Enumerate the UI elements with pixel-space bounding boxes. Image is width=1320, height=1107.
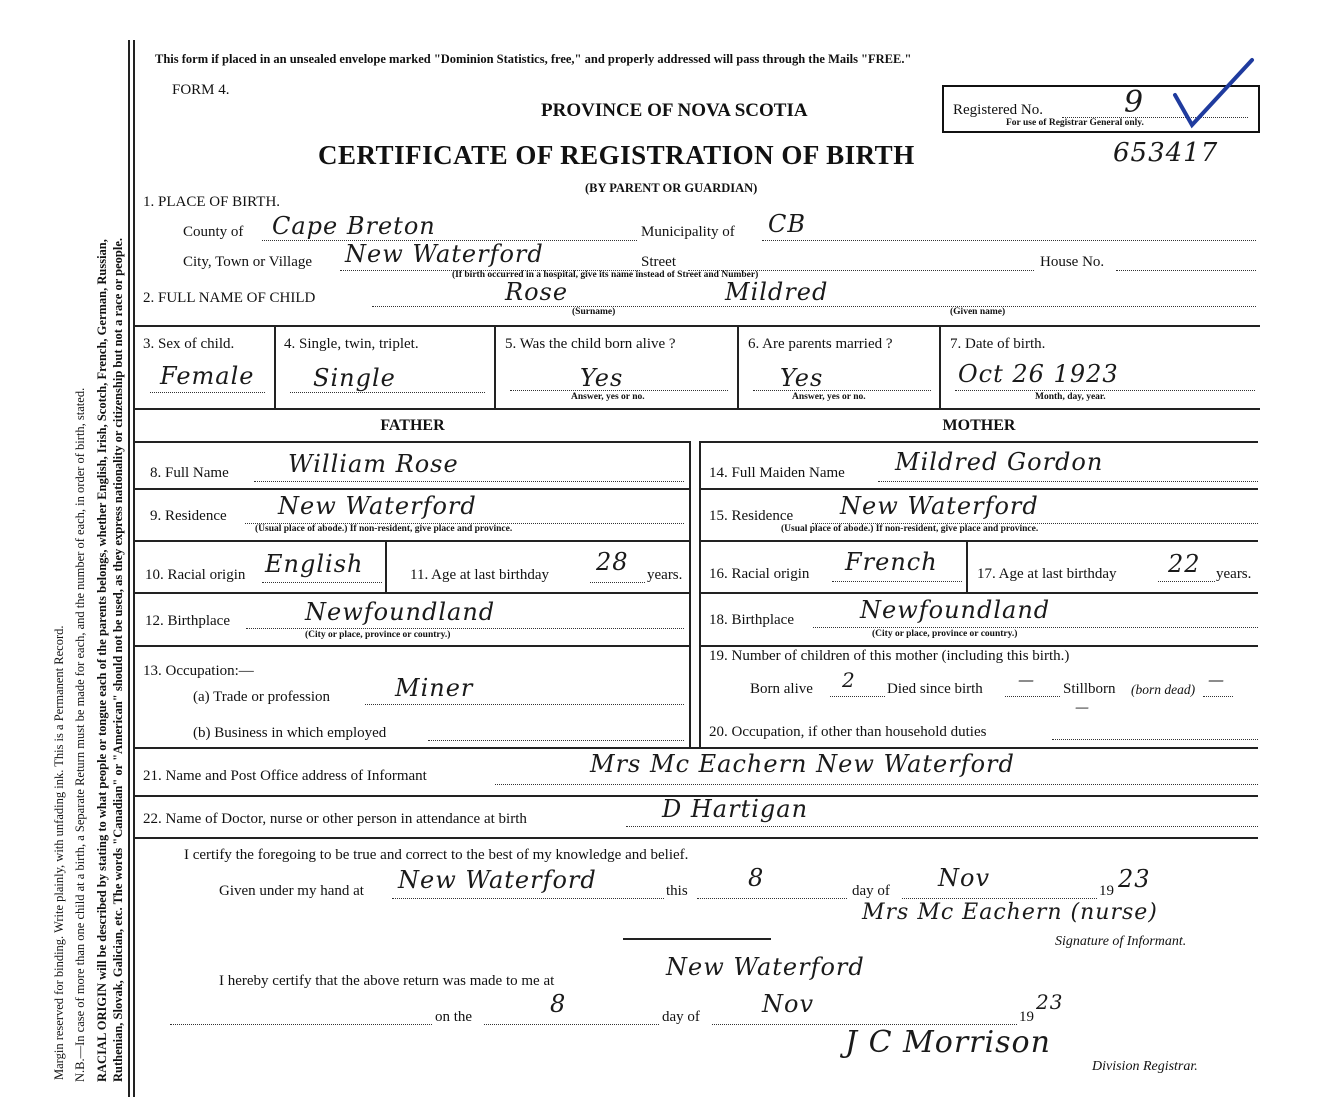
doctor-value: D Hartigan — [662, 795, 809, 823]
mother-residence-value: New Waterford — [840, 492, 1039, 520]
child-surname-value: Rose — [505, 278, 569, 306]
mother-racial-line — [832, 581, 962, 582]
father-trade-line — [365, 704, 684, 705]
reg-year-value: 23 — [1036, 990, 1064, 1014]
mother-left-border — [699, 441, 701, 747]
dob-line — [955, 390, 1255, 391]
col-divider-2 — [494, 325, 496, 408]
sex-line — [150, 392, 265, 393]
sex-label: 3. Sex of child. — [143, 336, 235, 352]
certificate-title: CERTIFICATE OF REGISTRATION OF BIRTH — [318, 140, 915, 170]
child-name-label: 2. FULL NAME OF CHILD — [143, 290, 316, 306]
municipality-line — [762, 240, 1256, 241]
house-line — [1116, 270, 1256, 271]
father-name-label: 8. Full Name — [150, 465, 229, 481]
certificate-number: 653417 — [1113, 138, 1219, 168]
father-name-line — [254, 481, 684, 482]
informant-label: 21. Name and Post Office address of Informant — [143, 768, 427, 784]
reg-year-prefix: 19 — [1019, 1009, 1034, 1025]
mother-birthplace-line — [813, 627, 1258, 628]
year-prefix: 19 — [1099, 883, 1114, 899]
dob-label: 7. Date of birth. — [950, 336, 1046, 352]
margin-racial-note-2: Ruthenian, Slovak, Galician, etc. The words "Canadian" or "American" should not be used, as they express nationality or citizenship but not a race or people. — [111, 237, 125, 1082]
year-value: 23 — [1118, 865, 1151, 893]
sex-value: Female — [160, 362, 255, 390]
mother-rule-4 — [699, 592, 1258, 594]
hospital-note: (If birth occurred in a hospital, give its name instead of Street and Number) — [452, 270, 759, 280]
born-alive-line — [830, 696, 885, 697]
alive-label: 5. Was the child born alive ? — [505, 336, 676, 352]
father-rule-5 — [135, 645, 690, 647]
informant-signature: Mrs Mc Eachern (nurse) — [862, 900, 1158, 925]
municipality-value: CB — [768, 210, 806, 238]
city-value: New Waterford — [345, 240, 544, 268]
mother-rule-1 — [699, 441, 1258, 443]
mother-rule-3 — [699, 540, 1258, 542]
given-under-label: Given under my hand at — [219, 883, 364, 899]
free-mail-notice: This form if placed in an unsealed envelope marked "Dominion Statistics, free," and properly addressed will pass through the Mails "FREE." — [155, 52, 912, 66]
registrar-label: Division Registrar. — [1092, 1059, 1198, 1074]
mother-racial-label: 16. Racial origin — [709, 566, 810, 582]
informant-line — [495, 784, 1258, 785]
check-mark-icon — [1170, 55, 1260, 135]
day-of-label: day of — [852, 883, 890, 899]
father-rule-4 — [135, 592, 690, 594]
mother-children-label: 19. Number of children of this mother (including this birth.) — [709, 648, 1070, 664]
given-place-line — [392, 898, 664, 899]
given-note: (Given name) — [950, 307, 1006, 317]
died-line — [1005, 696, 1060, 697]
plurality-label: 4. Single, twin, triplet. — [284, 336, 419, 352]
street-label: Street — [641, 254, 676, 270]
mother-occupation-label: 20. Occupation, if other than household duties — [709, 724, 987, 740]
city-label: City, Town or Village — [183, 254, 313, 270]
reg-day-of-label: day of — [662, 1009, 700, 1025]
on-the-leading-line — [170, 1024, 432, 1025]
father-age-divider — [385, 540, 387, 592]
day-value: 8 — [748, 864, 765, 892]
mother-residence-label: 15. Residence — [709, 508, 794, 524]
mother-occupation-value: — — [1075, 700, 1090, 716]
province-heading: PROVINCE OF NOVA SCOTIA — [541, 100, 808, 121]
father-birthplace-value: Newfoundland — [305, 598, 496, 626]
father-racial-value: English — [265, 550, 364, 578]
born-alive-label: Born alive — [750, 681, 813, 697]
died-label: Died since birth — [887, 681, 983, 697]
reg-day-line — [484, 1024, 659, 1025]
mother-years: years. — [1216, 566, 1252, 582]
father-age-line — [590, 582, 645, 583]
mother-name-label: 14. Full Maiden Name — [709, 465, 845, 481]
county-label: County of — [183, 224, 244, 240]
father-business-line — [428, 740, 684, 741]
child-given-value: Mildred — [725, 278, 829, 306]
registrar-place: New Waterford — [666, 953, 865, 981]
registered-note: For use of Registrar General only. — [1006, 118, 1144, 128]
father-birthplace-line — [246, 628, 684, 629]
margin-binding-note: Margin reserved for binding. Write plainly, with unfading ink. This is a Permanent Record. — [52, 625, 66, 1080]
father-heading: FATHER — [380, 417, 445, 434]
doctor-line — [626, 826, 1258, 827]
form-number: FORM 4. — [172, 82, 230, 98]
father-years: years. — [647, 567, 683, 583]
father-occupation-label: 13. Occupation:— — [143, 663, 254, 679]
binding-line-2 — [133, 40, 135, 1097]
father-birthplace-label: 12. Birthplace — [145, 613, 230, 629]
row-divider-bottom — [135, 408, 1260, 410]
municipality-label: Municipality of — [641, 224, 735, 240]
informant-value: Mrs Mc Eachern New Waterford — [590, 750, 1015, 778]
mother-rule-2 — [699, 488, 1258, 490]
stillborn-value: — — [1208, 670, 1225, 689]
father-rule-3 — [135, 540, 690, 542]
doctor-rule-bottom — [135, 837, 1258, 839]
father-age-value: 28 — [596, 548, 629, 576]
reg-month-value: Nov — [762, 990, 815, 1018]
stillborn-label: Stillborn — [1063, 681, 1116, 697]
binding-line-1 — [128, 40, 130, 1097]
on-the-label: on the — [435, 1009, 473, 1025]
father-age-label: 11. Age at last birthday — [410, 567, 549, 583]
month-value: Nov — [938, 864, 991, 892]
mother-name-value: Mildred Gordon — [895, 448, 1104, 476]
county-value: Cape Breton — [272, 212, 436, 240]
house-label: House No. — [1040, 254, 1105, 270]
mother-age-label: 17. Age at last birthday — [977, 566, 1117, 582]
registered-label: Registered No. — [953, 102, 1043, 118]
month-line — [902, 898, 1097, 899]
father-name-value: William Rose — [288, 450, 459, 478]
father-business-label: (b) Business in which employed — [193, 725, 387, 741]
mother-occupation-line — [1052, 739, 1258, 740]
mother-racial-value: French — [845, 548, 938, 576]
father-racial-line — [262, 582, 382, 583]
father-rule-2 — [135, 488, 690, 490]
mother-age-value: 22 — [1168, 550, 1201, 578]
separator-rule — [623, 938, 771, 940]
dob-note: Month, day, year. — [1035, 392, 1106, 402]
mother-age-divider — [966, 540, 968, 592]
mother-birthplace-label: 18. Birthplace — [709, 612, 794, 628]
married-label: 6. Are parents married ? — [748, 336, 893, 352]
given-place-value: New Waterford — [398, 866, 597, 894]
informant-signature-label: Signature of Informant. — [1055, 934, 1187, 949]
day-line — [697, 898, 847, 899]
registrar-statement: I hereby certify that the above return was made to me at — [219, 973, 555, 989]
margin-racial-note: RACIAL ORIGIN will be described by stating to what people or tongue each of the parents belongs, whether English, Irish, Scotch, French, German, Russian, — [95, 239, 109, 1082]
stillborn-line — [1203, 696, 1233, 697]
doctor-label: 22. Name of Doctor, nurse or other person in attendance at birth — [143, 811, 527, 827]
place-of-birth-heading: 1. PLACE OF BIRTH. — [143, 194, 281, 210]
alive-value: Yes — [580, 364, 624, 392]
mother-age-line — [1158, 581, 1215, 582]
married-value: Yes — [780, 364, 824, 392]
mother-name-line — [878, 481, 1258, 482]
father-trade-label: (a) Trade or profession — [193, 689, 331, 705]
father-residence-label: 9. Residence — [150, 508, 227, 524]
mother-birthplace-value: Newfoundland — [860, 596, 1051, 624]
father-racial-label: 10. Racial origin — [145, 567, 246, 583]
registrar-signature: J C Morrison — [845, 1025, 1051, 1060]
father-right-border — [689, 441, 691, 747]
father-rule-1 — [135, 441, 690, 443]
married-note: Answer, yes or no. — [792, 392, 866, 402]
born-alive-value: 2 — [842, 668, 856, 692]
father-residence-note: (Usual place of abode.) If non-resident, give place and province. — [255, 524, 513, 534]
died-value: — — [1018, 670, 1035, 689]
dob-value: Oct 26 1923 — [958, 360, 1119, 388]
informant-rule-top — [135, 747, 1258, 749]
child-name-line — [372, 306, 1256, 307]
col-divider-4 — [939, 325, 941, 408]
father-birthplace-note: (City or place, province or country.) — [305, 630, 451, 640]
father-trade-value: Miner — [395, 674, 474, 702]
mother-heading: MOTHER — [942, 417, 1016, 434]
father-residence-value: New Waterford — [278, 492, 477, 520]
mother-birthplace-note: (City or place, province or country.) — [872, 629, 1018, 639]
mother-rule-5 — [699, 645, 1258, 647]
margin-nb-note: N.B.—In case of more than one child at a birth, a Separate Return must be made for each, and the number of each, in order of birth, stated. — [73, 387, 87, 1082]
stillborn-note: (born dead) — [1131, 682, 1196, 697]
plurality-line — [290, 392, 485, 393]
this-label: this — [666, 883, 688, 899]
surname-note: (Surname) — [572, 307, 616, 317]
col-divider-1 — [274, 325, 276, 408]
plurality-value: Single — [313, 364, 396, 392]
registered-value: 9 — [1124, 85, 1145, 120]
certify-statement: I certify the foregoing to be true and correct to the best of my knowledge and belief. — [184, 847, 689, 863]
row-divider-top — [135, 325, 1260, 327]
mother-residence-note: (Usual place of abode.) If non-resident, give place and province. — [781, 524, 1039, 534]
alive-note: Answer, yes or no. — [571, 392, 645, 402]
col-divider-3 — [737, 325, 739, 408]
reg-day-value: 8 — [550, 990, 567, 1018]
certificate-subtitle: (BY PARENT OR GUARDIAN) — [585, 181, 758, 195]
